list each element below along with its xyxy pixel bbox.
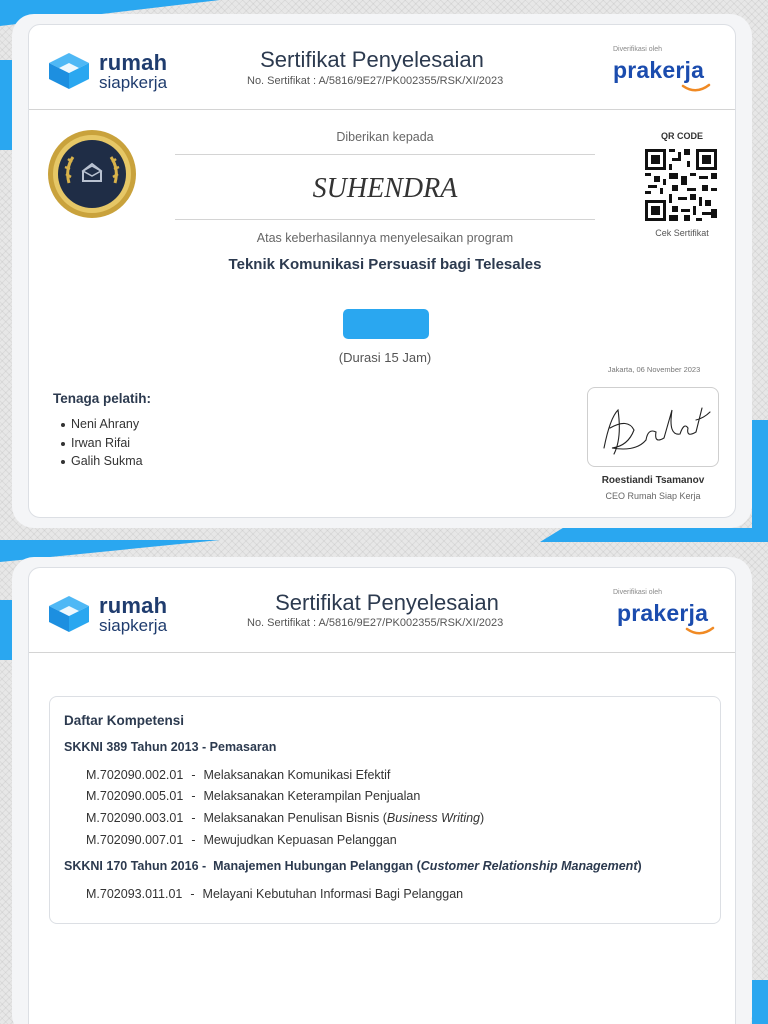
cube-logo-icon xyxy=(47,51,91,91)
list-item: M.702090.003.01 - Melaksanakan Penulisan Bisnis (Business Writing) xyxy=(86,811,485,825)
brand-name-bold: rumah xyxy=(99,49,168,75)
recipient-top-line xyxy=(175,154,595,155)
header-divider xyxy=(29,109,735,110)
program-badge xyxy=(343,309,429,339)
competency-group-2: SKKNI 170 Tahun 2016 - Manajemen Hubungan Pelanggan (Customer Relationship Management) xyxy=(64,859,642,873)
decor-band-right xyxy=(752,420,768,540)
certificate-page xyxy=(12,14,752,528)
brand-name-bold: rumah xyxy=(99,592,168,618)
recipient-name: SUHENDRA xyxy=(312,173,458,204)
certificate-card xyxy=(28,24,736,518)
prakerja-swoosh-icon xyxy=(681,83,711,93)
list-item: M.702090.005.01 - Melaksanakan Keterampilan Penjualan xyxy=(86,789,421,803)
cube-logo-icon xyxy=(47,594,91,634)
signature-image-icon xyxy=(588,388,718,466)
competency-group-1: SKKNI 389 Tahun 2013 - Pemasaran xyxy=(64,740,277,754)
prakerja-logo xyxy=(613,57,704,84)
verified-by-label: Diverifikasi oleh xyxy=(613,589,663,596)
check-certificate-link[interactable]: Cek Sertifikat xyxy=(655,228,709,238)
list-item: M.702090.002.01 - Melaksanakan Komunikasi Efektif xyxy=(86,768,391,782)
signer-name: Roestiandi Tsamanov xyxy=(601,475,705,486)
header-divider xyxy=(29,652,735,653)
competency-page xyxy=(12,557,752,1024)
program-name: Teknik Komunikasi Persuasif bagi Telesales xyxy=(228,256,542,273)
decor-band-bottom-right xyxy=(752,980,768,1024)
trainers-title: Tenaga pelatih: xyxy=(53,391,152,406)
certificate-title: Sertifikat Penyelesaian xyxy=(260,47,484,72)
prakerja-swoosh-icon xyxy=(685,626,715,636)
certificate-title: Sertifikat Penyelesaian xyxy=(275,590,499,615)
duration-text: (Durasi 15 Jam) xyxy=(338,350,432,365)
qr-code-icon[interactable] xyxy=(645,149,717,221)
list-item: M.702093.011.01 - Melayani Kebutuhan Informasi Bagi Pelanggan xyxy=(86,887,464,901)
qr-label: QR CODE xyxy=(660,131,703,141)
certificate-number: No. Sertifikat : A/5816/9E27/PK002355/RSK/XI/2023 xyxy=(247,617,504,629)
recipient-bottom-line xyxy=(175,219,595,220)
prakerja-logo-suffix: a xyxy=(691,57,705,83)
achievement-medal-icon xyxy=(47,129,137,219)
competency-card xyxy=(28,567,736,1024)
prakerja-logo-text: prakerj xyxy=(617,600,696,626)
list-item: Neni Ahrany xyxy=(59,417,143,436)
list-item: M.702090.007.01 - Mewujudkan Kepuasan Pelanggan xyxy=(86,833,397,847)
rumah-siapkerja-logo xyxy=(47,51,167,91)
decor-band-mid xyxy=(540,528,768,542)
signature-box xyxy=(587,387,719,467)
certificate-number: No. Sertifikat : A/5816/9E27/PK002355/RSK/XI/2023 xyxy=(247,75,504,87)
competency-title: Daftar Kompetensi xyxy=(64,713,185,728)
trainer-list xyxy=(59,417,143,473)
rumah-siapkerja-logo xyxy=(47,594,167,634)
list-item: Irwan Rifai xyxy=(59,436,143,455)
competency-list-box xyxy=(49,696,721,924)
verified-by-label: Diverifikasi oleh xyxy=(613,46,663,53)
list-item: Galih Sukma xyxy=(59,454,143,473)
achievement-text: Atas keberhasilannya menyelesaikan program xyxy=(256,231,514,245)
prakerja-logo xyxy=(617,600,708,627)
brand-name-light: siapkerja xyxy=(99,72,168,92)
prakerja-logo-text: prakerj xyxy=(613,57,692,83)
place-date: Jakarta, 06 November 2023 xyxy=(607,365,701,374)
brand-name-light: siapkerja xyxy=(99,615,168,635)
signer-title: CEO Rumah Siap Kerja xyxy=(605,491,701,501)
prakerja-logo-suffix: a xyxy=(695,600,709,626)
given-to-label: Diberikan kepada xyxy=(336,130,434,144)
